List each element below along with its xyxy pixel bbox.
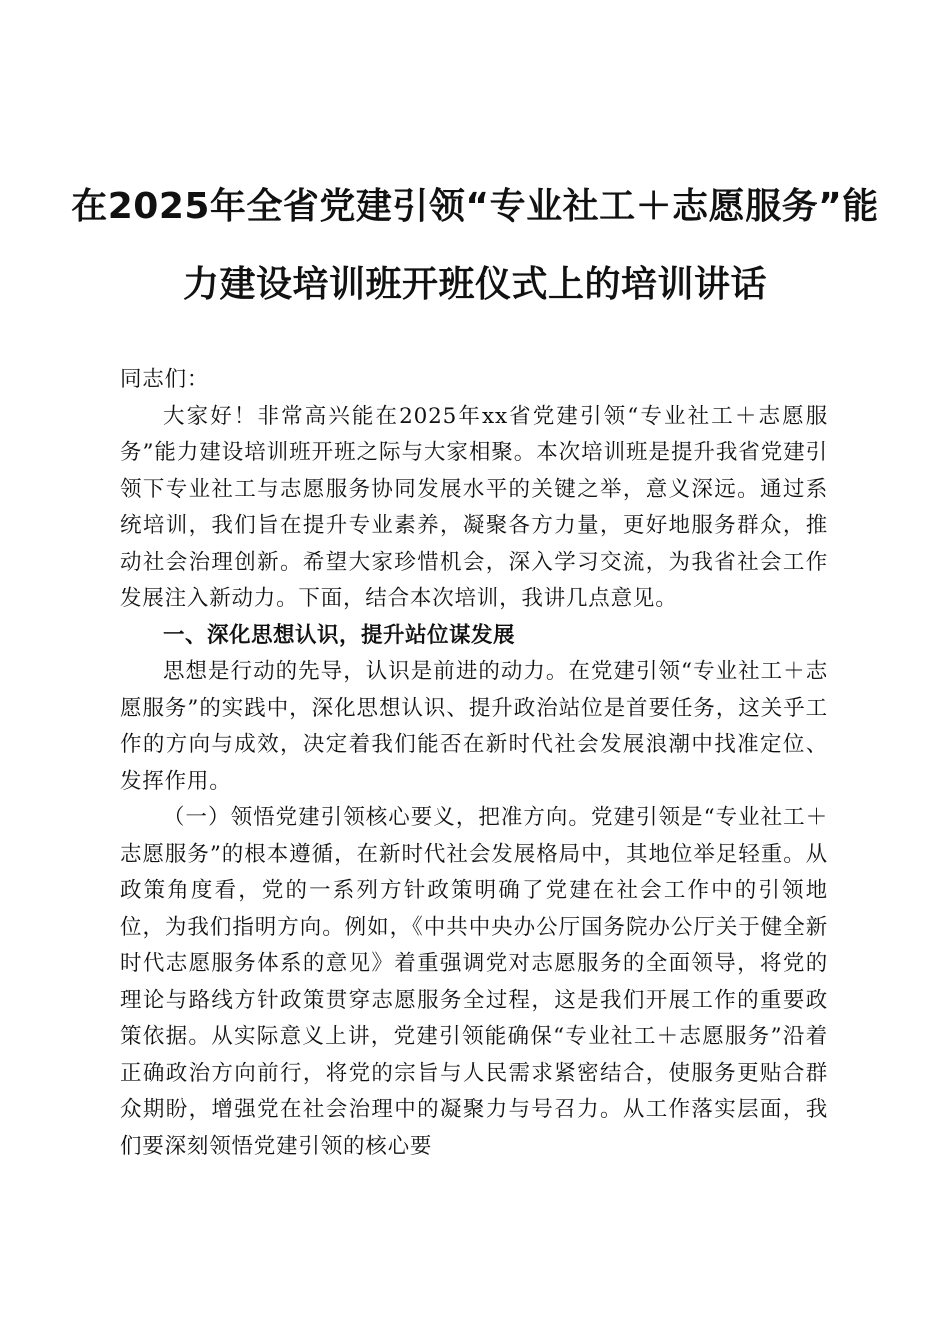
section-intro-paragraph: 思想是行动的先导，认识是前进的动力。在党建引领“专业社工＋志愿服务”的实践中，深化思想认识、提升政治站位是首要任务，这关乎工作的方向与成效，决定着我们能否在新时代社会发展浪潮中找准定位、发挥作用。: [120, 659, 828, 794]
salutation: 同志们：: [120, 367, 210, 392]
document-body: [120, 362, 828, 1165]
opening-paragraph: 大家好！非常高兴能在2025年xx省党建引领“专业社工＋志愿服务”能力建设培训班开班之际与大家相聚。本次培训班是提升我省党建引领下专业社工与志愿服务协同发展水平的关键之举，意义深远。通过系统培训，我们旨在提升专业素养，凝聚各方力量，更好地服务群众，推动社会治理创新。希望大家珍惜机会，深入学习交流，为我省社会工作发展注入新动力。下面，结合本次培训，我讲几点意见。: [120, 403, 828, 611]
section-heading-1: 一、深化思想认识，提升站位谋发展: [163, 622, 516, 648]
subsection-paragraph-1: （一）领悟党建引领核心要义，把准方向。党建引领是“专业社工＋志愿服务”的根本遵循，在新时代社会发展格局中，其地位举足轻重。从政策角度看，党的一系列方针政策明确了党建在社会工作中的引领地位，为我们指明方向。例如，《中共中央办公厅国务院办公厅关于健全新时代志愿服务体系的意见》着重强调党对志愿服务的全面领导，将党的理论与路线方针政策贯穿志愿服务全过程，这是我们开展工作的重要政策依据。从实际意义上讲，党建引领能确保“专业社工＋志愿服务”沿着正确政治方向前行，将党的宗旨与人民需求紧密结合，使服务更贴合群众期盼，增强党在社会治理中的凝聚力与号召力。从工作落实层面，我们要深刻领悟党建引领的核心要: [120, 805, 828, 1159]
document-title: 在2025年全省党建引领“专业社工＋志愿服务”能力建设培训班开班仪式上的培训讲话: [71, 186, 879, 305]
